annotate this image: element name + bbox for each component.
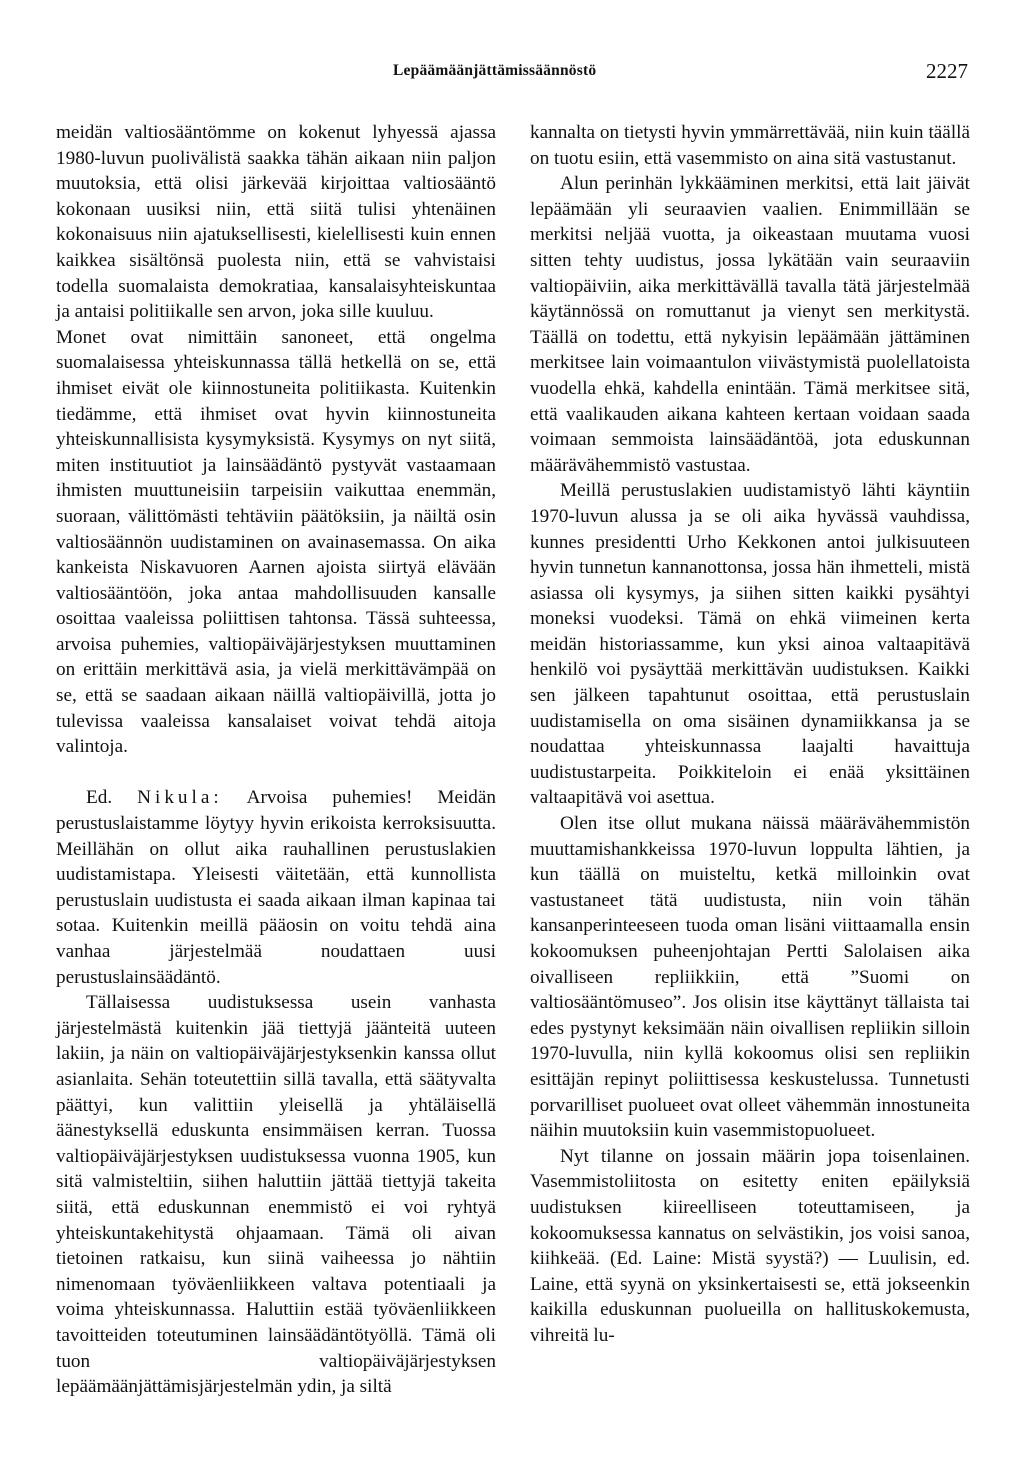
paragraph: meidän valtiosääntömme on kokenut lyhyessä ajassa 1980-luvun puolivälistä saakka tähän aikaan niin paljon muutoksia, että olisi järkevää kirjoittaa valtiosääntö kokonaan uusiksi niin, että siitä tulisi yhtenäinen kokonaisuus niin ajatuksellisesti, kielellisesti kuin ennen kaikkea sisältönsä puolesta niin, että se vahvistaisi todella suomalaista demokratiaa, kansalaisyhteiskuntaa ja antaisi politiikalle sen arvon, joka sille kuuluu. — [56, 122, 496, 323]
left-column — [56, 120, 496, 1400]
running-title: Lepäämäänjättämissäännöstö — [393, 62, 597, 79]
page-number: 2227 — [926, 59, 968, 83]
paragraph: kannalta on tietysti hyvin ymmärrettävää, niin kuin täällä on tuotu esiin, että vasemmisto on aina sitä vastustanut. — [530, 122, 970, 169]
speech-paragraph — [56, 785, 496, 990]
paragraph: Nyt tilanne on jossain määrin jopa toisenlainen. Vasemmistoliitosta on esitetty eniten epäilyksiä uudistuksen kiireelliseen toteuttamiseen, ja kokoomuksessa kannatus on selvästikin, jos voisi sanoa, kiihkeää. (Ed. Laine: Mistä syystä?) — Luulisin, ed. Laine, että syynä on yksinkertaisesti se, että jokseenkin kaikilla eduskunnan puolueilla on hallituskokemusta, vihreitä lu- — [530, 1145, 970, 1346]
paragraph: Meillä perustuslakien uudistamistyö lähti käyntiin 1970-luvun alussa ja se oli aika hyvässä vauhdissa, kunnes presidentti Urho Kekkonen antoi julkisuuteen hyvin tunnetun kannanottonsa, jossa hän ihmetteli, mistä asiassa oli kysymys, ja siihen sitten kaikki pysähtyi moneksi vuodeksi. Tämä on ehkä viimeinen kerta meidän historiassamme, kun yksi ainoa valtaapitävä henkilö voi pysäyttää merkittävän uudistuksen. Kaikki sen jälkeen tapahtunut osoittaa, että perustuslain uudistamisella on oma sisäinen dynamiikkansa ja se noudattaa yhteiskunnassa laajalti havaittuja uudistustarpeita. Poikkiteloin ei enää yksittäinen valtaapitävä voi asettua. — [530, 480, 970, 809]
running-header — [0, 59, 1024, 88]
paragraph: Monet ovat nimittäin sanoneet, että ongelma suomalaisessa yhteiskunnassa tällä hetkellä on se, että ihmiset eivät ole kiinnostuneita politiikasta. Kuitenkin tiedämme, että ihmiset ovat hyvin kiinnostuneita yhteiskunnallisista kysymyksistä. Kysymys on nyt siitä, miten instituutiot ja lainsäädäntö pystyvät vastaamaan ihmisten muuttuneisiin tarpeisiin vaikuttaa enemmän, suoraan, välittömästi tehtäviin päätöksiin, ja näiltä osin valtiosäännön uudistaminen on avainasemassa. On aika kankeista Niskavuoren Aarnen ajoista siirtyä elävään valtiosääntöön, joka antaa mahdollisuuden kansalle osoittaa vaaleissa poliittisen tahtonsa. Tässä suhteessa, arvoisa puhemies, valtiopäiväjärjestyksen muuttaminen on erittäin merkittävä asia, ja vielä merkittävämpää on se, että se saadaan aikaan näillä valtiopäivillä, jotta jo tulevissa vaaleissa kansalaiset voivat tehdä aitoja valintoja. — [56, 326, 496, 758]
paragraph: Tällaisessa uudistuksessa usein vanhasta järjestelmästä kuitenkin jää tiettyjä jäänteitä uuteen lakiin, ja näin on valtiopäiväjärjestyksenkin kanssa ollut asianlaita. Sehän toteutettiin sillä tavalla, että säätyvalta päättyi, kun valittiin yleisellä ja yhtäläisellä äänestyksellä eduskunta ensimmäisen kerran. Tuossa valtiopäiväjärjestyksen uudistuksessa vuonna 1905, kun sitä valmisteltiin, siihen haluttiin jättää tiettyjä takeita siitä, että eduskunnan enemmistö ei voi ryhtyä yhteiskuntakehitystä ohjaamaan. Tämä oli aivan tietoinen ratkaisu, kun siinä vaiheessa jo nähtiin nimenomaan työväenliikkeen valtava potentiaali ja voima yhteiskunnassa. Haluttiin estää työväenliikkeen tavoitteiden toteutuminen lainsäädäntötyöllä. Tämä oli tuon valtiopäiväjärjestyksen lepäämäänjättämisjärjestelmän ydin, ja siltä — [56, 992, 496, 1398]
paragraph: Olen itse ollut mukana näissä määrävähemmistön muuttamishankkeissa 1970-luvun loppulta lähtien, ja kun täällä on muisteltu, ketkä milloinkin ovat vastustaneet tätä uudistusta, niin voin tähän kansanperinteeseen tuoda oman lisäni viittaamalla ensin kokoomuksen puheenjohtajan Pertti Salolaisen aika oivalliseen repliikkiin, että ”Suomi on valtiosääntömuseo”. Jos olisin itse käyttänyt tällaista tai edes pystynyt keksimään näin oivallisen repliikin silloin 1970-luvulla, niin kyllä kokoomus olisi sen repliikin esittäjän repinyt poliittisessa keskustelussa. Tunnetusti porvarilliset puolueet ovat olleet vähemmän innostuneita näihin muutoksiin kuin vasemmistopuolueet. — [530, 813, 970, 1142]
paragraph: Alun perinhän lykkääminen merkitsi, että lait jäivät lepäämään yli seuraavien vaalien. Enimmillään se merkitsi neljää vuotta, ja oikeastaan muutama vuosi sitten tehty uudistus, jossa lykätään vain seuraaviin valtiopäiviin, aika merkittävällä tavalla tätä järjestelmää käytännössä on romuttanut ja vienyt sen merkitystä. Täällä on todettu, että nykyisin lepäämään jättäminen merkitsee lain voimaantulon viivästymistä puolellatoista vuodella ehkä, kahdella enintään. Tämä merkitsee sitä, että vaalikauden aikana kahteen kertaan voidaan saada voimaan semmoista lainsäädäntöä, jota eduskunnan määrävähemmistö vastustaa. — [530, 173, 970, 476]
speaker-prefix: Ed. — [86, 787, 113, 809]
speaker-name: Nikula: — [137, 787, 223, 809]
right-column — [530, 120, 970, 1349]
speech-text: Arvoisa puhemies! Meidän perustuslaistamme löytyy hyvin erikoista kerroksisuutta. Meillähän on ollut aika rauhallinen perustuslakien uudistamistapa. Yleisesti väitetään, että kunnollista perustuslain uudistusta ei saada aikaan ilman kapinaa tai sotaa. Kuitenkin meillä pääosin on voitu tehdä aina vanhaa järjestelmää noudattaen uusi perustuslainsäädäntö. — [56, 787, 496, 988]
